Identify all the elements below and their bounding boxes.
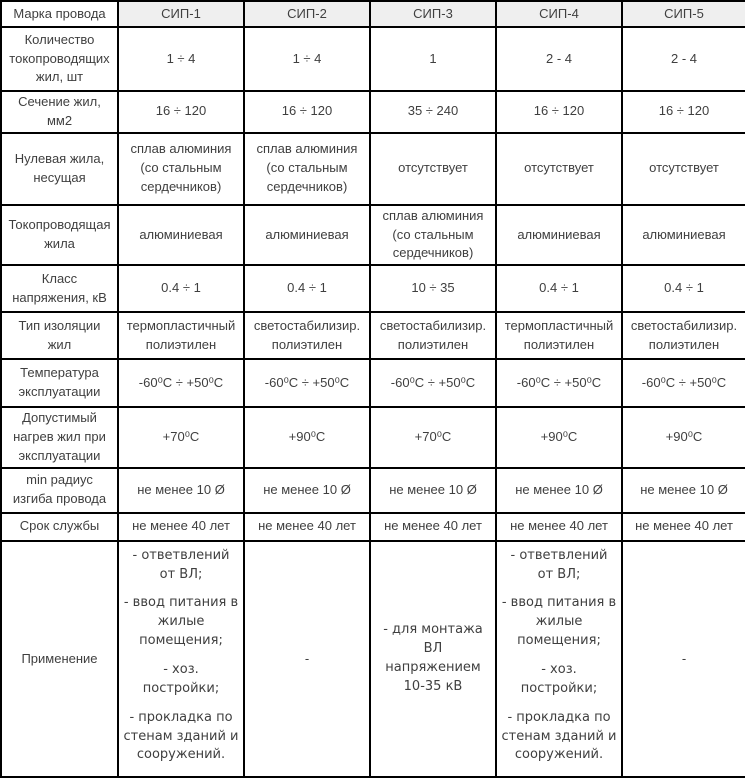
row-label: Класс напряжения, кВ <box>1 265 118 312</box>
row-conductor-count <box>1 27 745 91</box>
table-cell: сплав алюминия (со стальным сердечников) <box>370 205 496 266</box>
row-label: min радиус изгиба провода <box>1 468 118 513</box>
table-cell: 1 ÷ 4 <box>118 27 244 91</box>
table-cell: 0.4 ÷ 1 <box>118 265 244 312</box>
table-cell: -60⁰C ÷ +50⁰C <box>244 359 370 407</box>
table-cell: алюминиевая <box>496 205 622 266</box>
table-cell: светостабилизир. полиэтилен <box>622 312 745 359</box>
table-cell: сплав алюминия (со стальным сердечников) <box>118 133 244 205</box>
table-cell: 1 <box>370 27 496 91</box>
row-label: Тип изоляции жил <box>1 312 118 359</box>
table-cell: -60⁰C ÷ +50⁰C <box>622 359 745 407</box>
table-cell: +90⁰C <box>244 407 370 468</box>
table-cell: 1 ÷ 4 <box>244 27 370 91</box>
table-cell: алюминиевая <box>622 205 745 266</box>
row-label: Количество токопроводящих жил, шт <box>1 27 118 91</box>
row-voltage-class <box>1 265 745 312</box>
table-cell-application-sip-1: - ответвлений от ВЛ; - ввод питания в жилые помещения; - хоз. постройки; - прокладка по стенам зданий и сооружений. <box>118 541 244 777</box>
table-cell: не менее 40 лет <box>622 513 745 541</box>
row-label: Нулевая жила, несущая <box>1 133 118 205</box>
row-label: Срок службы <box>1 513 118 541</box>
table-cell: 10 ÷ 35 <box>370 265 496 312</box>
column-header-sip-1: СИП-1 <box>118 1 244 27</box>
table-cell: светостабилизир. полиэтилен <box>244 312 370 359</box>
column-header-sip-3: СИП-3 <box>370 1 496 27</box>
table-cell: 35 ÷ 240 <box>370 91 496 133</box>
table-cell: не менее 40 лет <box>118 513 244 541</box>
row-operating-temperature <box>1 359 745 407</box>
table-cell: отсутствует <box>622 133 745 205</box>
row-label: Сечение жил, мм2 <box>1 91 118 133</box>
row-insulation-type <box>1 312 745 359</box>
table-cell: -60⁰C ÷ +50⁰C <box>370 359 496 407</box>
table-cell: термопластичный полиэтилен <box>496 312 622 359</box>
table-cell: 0.4 ÷ 1 <box>496 265 622 312</box>
table-cell: не менее 10 Ø <box>622 468 745 513</box>
row-conductive-core <box>1 205 745 266</box>
table-cell: светостабилизир. полиэтилен <box>370 312 496 359</box>
table-cell-application-sip-3: - для монтажа ВЛ напряжением 10-35 кВ <box>370 541 496 777</box>
row-label: Токопроводящая жила <box>1 205 118 266</box>
row-min-bend-radius <box>1 468 745 513</box>
row-neutral-core <box>1 133 745 205</box>
table-cell-application-sip-2: - <box>244 541 370 777</box>
row-application <box>1 541 745 777</box>
table-cell-application-sip-4: - ответвлений от ВЛ; - ввод питания в жилые помещения; - хоз. постройки; - прокладка по стенам зданий и сооружений. <box>496 541 622 777</box>
table-cell: отсутствует <box>370 133 496 205</box>
table-cell: не менее 40 лет <box>496 513 622 541</box>
table-cell: алюминиевая <box>244 205 370 266</box>
table-cell: не менее 10 Ø <box>496 468 622 513</box>
table-cell: 0.4 ÷ 1 <box>622 265 745 312</box>
table-cell: +90⁰C <box>622 407 745 468</box>
column-header-sip-4: СИП-4 <box>496 1 622 27</box>
table-cell: 2 - 4 <box>622 27 745 91</box>
table-cell: термопластичный полиэтилен <box>118 312 244 359</box>
header-row <box>1 1 745 27</box>
row-label: Температура эксплуатации <box>1 359 118 407</box>
table-cell: 0.4 ÷ 1 <box>244 265 370 312</box>
column-header-sip-2: СИП-2 <box>244 1 370 27</box>
table-cell: не менее 10 Ø <box>118 468 244 513</box>
table-cell: 16 ÷ 120 <box>244 91 370 133</box>
table-cell: +70⁰C <box>118 407 244 468</box>
table-cell: алюминиевая <box>118 205 244 266</box>
table-cell: 16 ÷ 120 <box>622 91 745 133</box>
column-header-sip-5: СИП-5 <box>622 1 745 27</box>
table-cell: +90⁰C <box>496 407 622 468</box>
row-label: Допустимый нагрев жил при эксплуатации <box>1 407 118 468</box>
table-cell: не менее 10 Ø <box>244 468 370 513</box>
table-cell: 16 ÷ 120 <box>118 91 244 133</box>
row-label: Применение <box>1 541 118 777</box>
table-cell: не менее 10 Ø <box>370 468 496 513</box>
table-cell: -60⁰C ÷ +50⁰C <box>496 359 622 407</box>
row-service-life <box>1 513 745 541</box>
row-permissible-heating <box>1 407 745 468</box>
table-cell: не менее 40 лет <box>370 513 496 541</box>
table-cell: 16 ÷ 120 <box>496 91 622 133</box>
row-cross-section <box>1 91 745 133</box>
table-cell: отсутствует <box>496 133 622 205</box>
table-cell: +70⁰C <box>370 407 496 468</box>
corner-header-wire-brand: Марка провода <box>1 1 118 27</box>
table-cell: 2 - 4 <box>496 27 622 91</box>
table-cell: сплав алюминия (со стальным сердечников) <box>244 133 370 205</box>
table-cell: -60⁰C ÷ +50⁰C <box>118 359 244 407</box>
table-cell-application-sip-5: - <box>622 541 745 777</box>
table-cell: не менее 40 лет <box>244 513 370 541</box>
